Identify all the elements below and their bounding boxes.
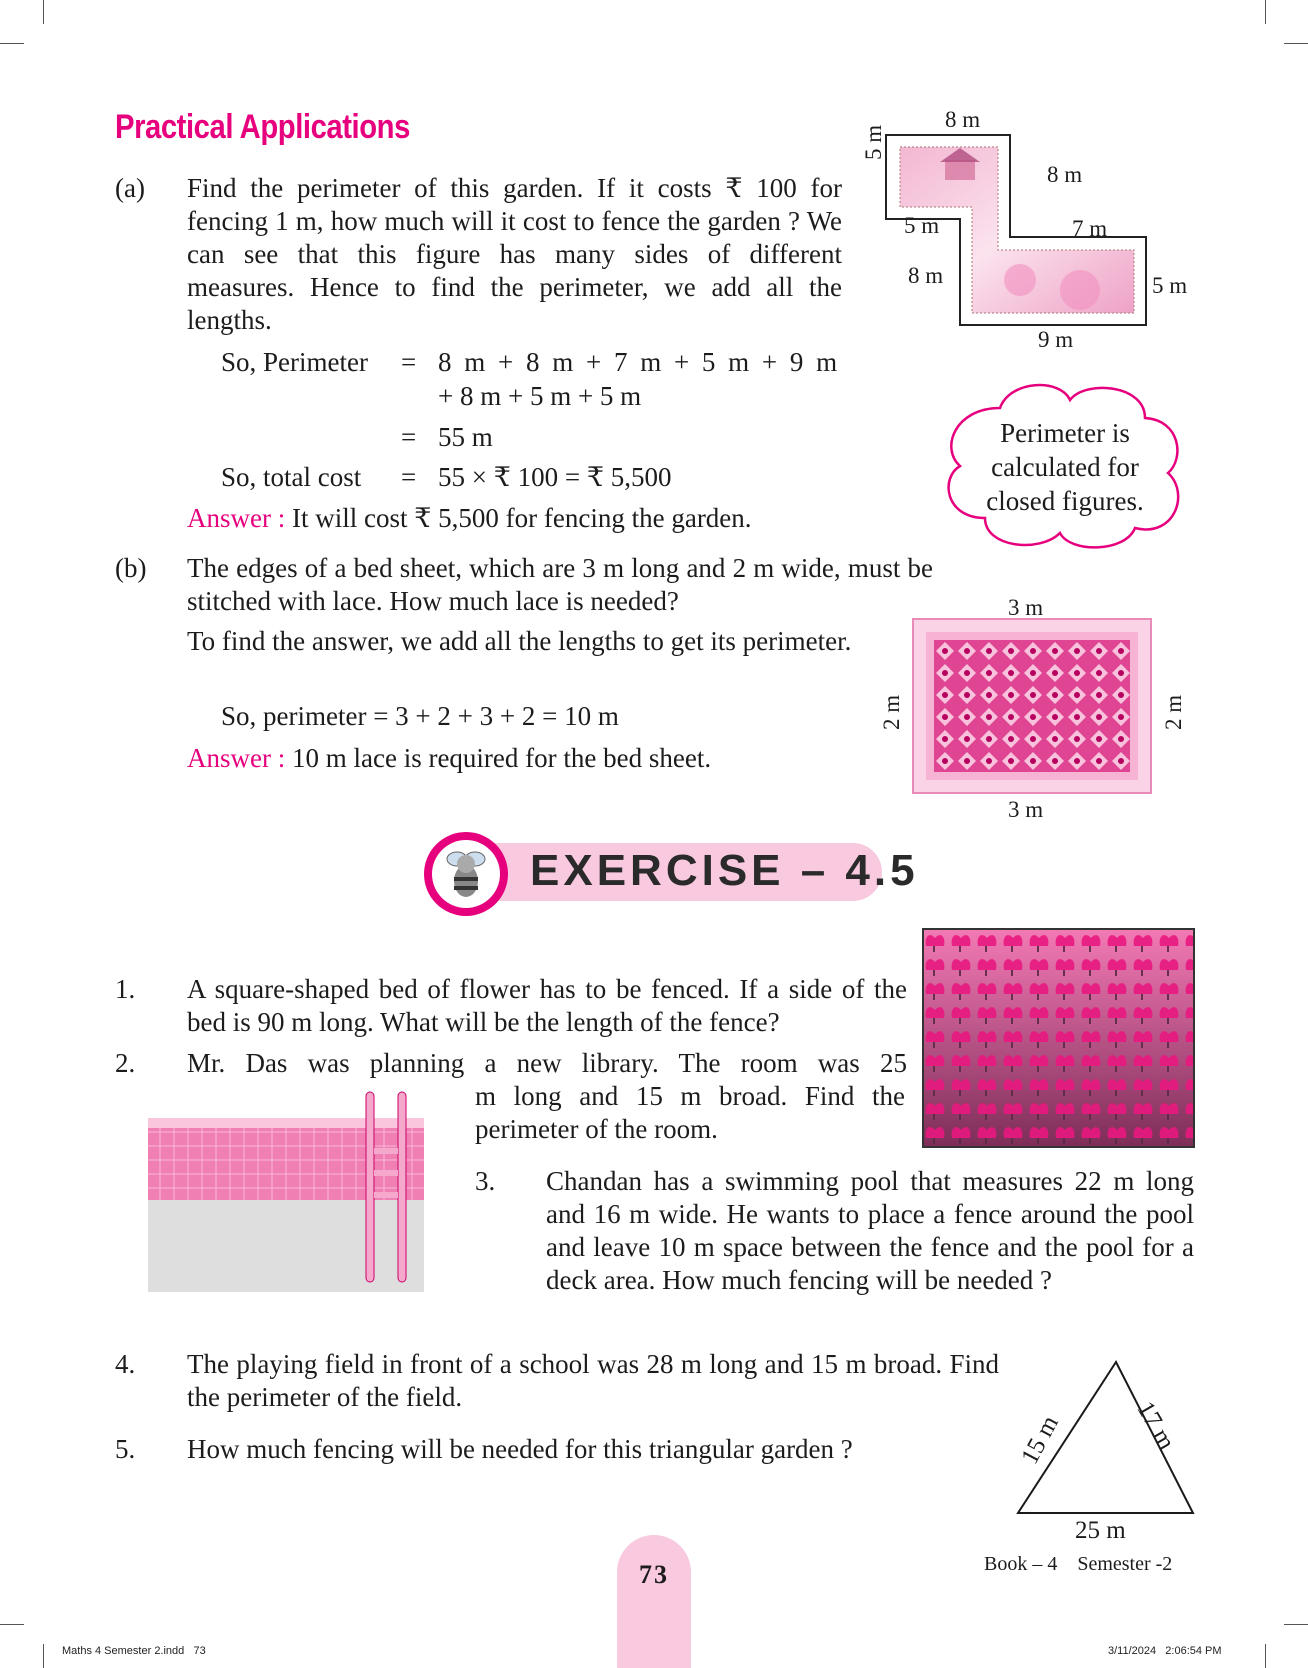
footer-filename: Maths 4 Semester 2.indd 73 [62, 1645, 206, 1657]
perimeter-line-2: + 8 m + 5 m + 5 m [438, 381, 642, 411]
answer-text: It will cost ₹ 5,500 for fencing the garden. [291, 503, 752, 533]
cost-value: 55 × ₹ 100 = ₹ 5,500 [438, 462, 672, 492]
crop-mark [1284, 43, 1308, 44]
garden-label-left-lower: 8 m [908, 263, 944, 288]
exercise-title: EXERCISE – 4.5 [530, 846, 919, 895]
crop-mark [1265, 0, 1266, 24]
tulip-field-image [922, 928, 1195, 1148]
section-title: Practical Applications [115, 108, 410, 146]
q1-text: A square-shaped bed of flower has to be fenced. If a side of the bed is 90 m long. What will be the length of the fence? [187, 974, 907, 1037]
garden-label-left-top: 5 m [861, 124, 886, 160]
triangle-label-right: 17 m [1131, 1397, 1181, 1455]
page-number: 73 [639, 1560, 669, 1589]
q1-number: 1. [115, 974, 136, 1004]
crop-mark [0, 43, 24, 44]
sheet-label-top: 3 m [1008, 595, 1044, 620]
swimming-pool-image [146, 1090, 426, 1292]
q5-text: How much fencing will be needed for this triangular garden ? [187, 1434, 853, 1464]
page-number-tab [617, 1535, 691, 1668]
garden-label-top: 8 m [945, 107, 981, 132]
sheet-label-right: 2 m [1161, 694, 1186, 730]
cost-label: So, total cost [221, 462, 362, 492]
equals-sign: = [401, 462, 417, 492]
cloud-line-2: calculated for [991, 452, 1139, 482]
part-a-paragraph: Find the perimeter of this garden. If it costs ₹ 100 for fencing 1 m, how much will it cost to fence the garden ? We can see that this figure has many sides of different measures. Hence to find the perimeter, we add all the lengths. [187, 173, 842, 335]
q2-number: 2. [115, 1048, 136, 1078]
part-b-working: So, perimeter = 3 + 2 + 3 + 2 = 10 m [221, 701, 619, 731]
equals-sign: = [401, 347, 417, 377]
q2-text-line-1: Mr. Das was planning a new library. The room was 25 [187, 1048, 907, 1078]
answer-text: 10 m lace is required for the bed sheet. [291, 743, 712, 773]
answer-label: Answer : [187, 743, 286, 773]
cloud-line-3: closed figures. [986, 486, 1144, 516]
answer-a [187, 502, 752, 535]
crop-mark [43, 1644, 44, 1668]
q3-text: Chandan has a swimming pool that measures 22 m long and 16 m wide. He wants to place a fence around the pool and leave 10 m space between the fence and the pool for a deck area. How much fencing will be needed ? [546, 1166, 1194, 1295]
answer-b [187, 742, 711, 775]
crop-mark [0, 1624, 24, 1625]
q4-number: 4. [115, 1349, 136, 1379]
sheet-label-bottom: 3 m [1008, 797, 1044, 822]
crop-mark [43, 0, 44, 24]
part-a-marker: (a) [115, 173, 145, 203]
q3-number: 3. [475, 1166, 496, 1196]
equals-sign: = [401, 422, 417, 452]
perimeter-label: So, Perimeter [221, 347, 368, 377]
cloud-text [960, 416, 1170, 518]
triangle-label-base: 25 m [1075, 1517, 1126, 1544]
q4-text: The playing field in front of a school was 28 m long and 15 m broad. Find the perimeter of the field. [187, 1349, 999, 1412]
garden-label-step-top: 7 m [1072, 216, 1108, 241]
perimeter-line-1: 8 m + 8 m + 7 m + 5 m + 9 m [438, 347, 838, 377]
part-b-method: To find the answer, we add all the lengths to get its perimeter. [187, 626, 852, 656]
cloud-line-1: Perimeter is [1000, 418, 1130, 448]
house-shape [945, 160, 975, 180]
bedsheet-figure [912, 618, 1152, 794]
bee-icon [421, 829, 511, 919]
crop-mark [1284, 1624, 1308, 1625]
footer-timestamp: 3/11/2024 2:06:54 PM [1108, 1645, 1222, 1657]
part-b-question: The edges of a bed sheet, which are 3 m long and 2 m wide, must be stitched with lace. How much lace is needed? [187, 553, 933, 616]
q2-text-rest: m long and 15 m broad. Find the perimeter of the room. [475, 1081, 905, 1144]
perimeter-result: 55 m [438, 422, 493, 452]
garden-label-right-top: 8 m [1047, 162, 1083, 187]
garden-label-right-lower: 5 m [1152, 273, 1188, 298]
garden-label-bottom: 9 m [1038, 327, 1074, 352]
part-b-marker: (b) [115, 553, 147, 583]
sheet-label-left: 2 m [879, 694, 904, 730]
book-info: Book – 4 Semester -2 [984, 1553, 1173, 1575]
crop-mark [1265, 1644, 1266, 1668]
q5-number: 5. [115, 1434, 136, 1464]
answer-label: Answer : [187, 503, 286, 533]
triangle-label-left: 15 m [1016, 1411, 1064, 1469]
garden-label-inner-horizontal: 5 m [904, 213, 940, 238]
